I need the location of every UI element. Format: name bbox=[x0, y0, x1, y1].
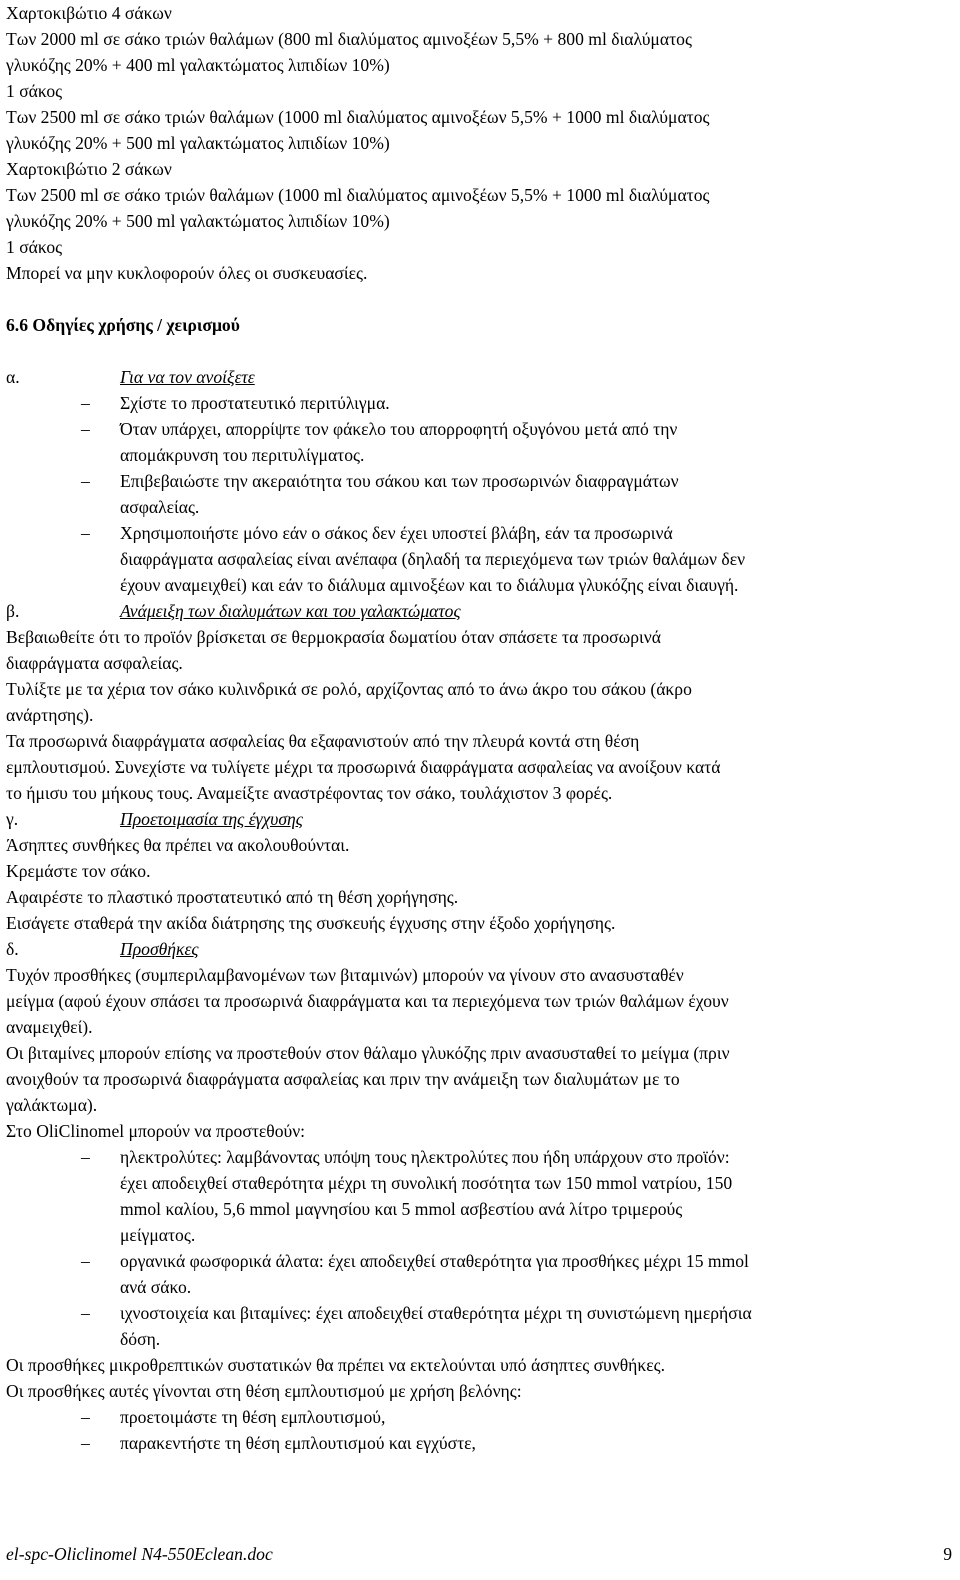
dash-bullet: – bbox=[81, 1433, 90, 1453]
subsection-title: Προσθήκες bbox=[120, 939, 199, 959]
page-number: 9 bbox=[943, 1544, 952, 1564]
list-item-line: ασφαλείας. bbox=[120, 497, 200, 517]
subsection-a-heading bbox=[6, 364, 946, 390]
document-page bbox=[6, 0, 946, 1456]
list-item-line: δόση. bbox=[120, 1329, 161, 1349]
section-heading: 6.6 Οδηγίες χρήσης / χειρισμού bbox=[6, 315, 240, 335]
text-line: Οι προσθήκες μικροθρεπτικών συστατικών θα πρέπει να εκτελούνται υπό άσηπτες συνθήκες. bbox=[6, 1355, 665, 1375]
subsection-mark: γ. bbox=[6, 809, 19, 829]
list-item-line: ανά σάκο. bbox=[120, 1277, 192, 1297]
text-line: μείγμα (αφού έχουν σπάσει τα προσωρινά διαφράγματα και τα περιεχόμενα των τριών θαλάμων έχουν bbox=[6, 991, 729, 1011]
text-line: Τα προσωρινά διαφράγματα ασφαλείας θα εξαφανιστούν από την πλευρά κοντά στη θέση bbox=[6, 731, 640, 751]
text-line: 1 σάκος bbox=[6, 81, 63, 101]
text-line: ανοιχθούν τα προσωρινά διαφράγματα ασφαλείας και πριν την ανάμειξη των διαλυμάτων με το bbox=[6, 1069, 680, 1089]
text-line: ανάρτησης). bbox=[6, 705, 94, 725]
dash-bullet: – bbox=[81, 1303, 90, 1323]
list-item bbox=[6, 390, 946, 416]
text-line: Των 2500 ml σε σάκο τριών θαλάμων (1000 ml διαλύματος αμινοξέων 5,5% + 1000 ml διαλύματος bbox=[6, 185, 710, 205]
list-item-line: mmol καλίου, 5,6 mmol μαγνησίου και 5 mmol ασβεστίου ανά λίτρο τριμερούς bbox=[120, 1199, 683, 1219]
subsection-b-heading bbox=[6, 598, 946, 624]
text-line: Κρεμάστε τον σάκο. bbox=[6, 861, 151, 881]
list-item bbox=[6, 1248, 946, 1300]
text-line: το ήμισυ του μήκους τους. Αναμείξτε αναστρέφοντας τον σάκο, τουλάχιστον 3 φορές. bbox=[6, 783, 613, 803]
text-line: 1 σάκος bbox=[6, 237, 63, 257]
list-item-line: έχουν αναμειχθεί) και εάν το διάλυμα αμινοξέων και το διάλυμα γλυκόζης είναι διαυγή. bbox=[120, 575, 739, 595]
text-line: Εισάγετε σταθερά την ακίδα διάτρησης της συσκευής έγχυσης στην έξοδο χορήγησης. bbox=[6, 913, 616, 933]
dash-bullet: – bbox=[81, 1251, 90, 1271]
list-item-line: απομάκρυνση του περιτυλίγματος. bbox=[120, 445, 365, 465]
text-line: Αφαιρέστε το πλαστικό προστατευτικό από τη θέση χορήγησης. bbox=[6, 887, 459, 907]
spacer bbox=[6, 338, 946, 364]
page-footer bbox=[6, 1541, 952, 1567]
footer-filename: el-spc-Oliclinomel N4-550Eclean.doc bbox=[6, 1544, 273, 1564]
subsection-mark: δ. bbox=[6, 939, 19, 959]
list-item-line: διαφράγματα ασφαλείας είναι ανέπαφα (δηλαδή τα περιεχόμενα των τριών θαλάμων δεν bbox=[120, 549, 746, 569]
subsection-title: Για να τον ανοίξετε bbox=[120, 367, 255, 387]
text-line: γαλάκτωμα). bbox=[6, 1095, 98, 1115]
list-item-line: ηλεκτρολύτες: λαμβάνοντας υπόψη τους ηλεκτρολύτες που ήδη υπάρχουν στο προϊόν: bbox=[120, 1147, 730, 1167]
list-item bbox=[6, 1144, 946, 1248]
text-line: Τυχόν προσθήκες (συμπεριλαμβανομένων των βιταμινών) μπορούν να γίνουν στο ανασυσταθέν bbox=[6, 965, 684, 985]
text-line: Μπορεί να μην κυκλοφορούν όλες οι συσκευασίες. bbox=[6, 263, 368, 283]
subsection-d-heading bbox=[6, 936, 946, 962]
list-item bbox=[6, 1404, 946, 1430]
dash-bullet: – bbox=[81, 471, 90, 491]
dash-bullet: – bbox=[81, 419, 90, 439]
dash-bullet: – bbox=[81, 1147, 90, 1167]
text-line: αναμειχθεί). bbox=[6, 1017, 93, 1037]
subsection-title: Ανάμειξη των διαλυμάτων και του γαλακτώματος bbox=[120, 601, 461, 621]
list-item bbox=[6, 520, 946, 598]
dash-bullet: – bbox=[81, 393, 90, 413]
list-item-line: οργανικά φωσφορικά άλατα: έχει αποδειχθεί σταθερότητα για προσθήκες μέχρι 15 mmol bbox=[120, 1251, 749, 1271]
subsection-mark: α. bbox=[6, 367, 20, 387]
list-item bbox=[6, 1430, 946, 1456]
text-line: Των 2000 ml σε σάκο τριών θαλάμων (800 ml διαλύματος αμινοξέων 5,5% + 800 ml διαλύματος bbox=[6, 29, 692, 49]
subsection-mark: β. bbox=[6, 601, 20, 621]
text-line: Τυλίξτε με τα χέρια τον σάκο κυλινδρικά σε ρολό, αρχίζοντας από το άνω άκρο του σάκου (άκρο bbox=[6, 679, 692, 699]
list-item-line: ιχνοστοιχεία και βιταμίνες: έχει αποδειχθεί σταθερότητα μέχρι τη συνιστώμενη ημερήσια bbox=[120, 1303, 752, 1323]
list-item-line: παρακεντήστε τη θέση εμπλουτισμού και εγχύστε, bbox=[120, 1433, 476, 1453]
list-item-line: Σχίστε το προστατευτικό περιτύλιγμα. bbox=[120, 393, 390, 413]
text-line: Οι βιταμίνες μπορούν επίσης να προστεθούν στον θάλαμο γλυκόζης πριν ανασυσταθεί το μείγμα (πριν bbox=[6, 1043, 730, 1063]
text-line: Οι προσθήκες αυτές γίνονται στη θέση εμπλουτισμού με χρήση βελόνης: bbox=[6, 1381, 522, 1401]
text-line: Βεβαιωθείτε ότι το προϊόν βρίσκεται σε θερμοκρασία δωματίου όταν σπάσετε τα προσωρινά bbox=[6, 627, 661, 647]
text-line: διαφράγματα ασφαλείας. bbox=[6, 653, 183, 673]
text-line: Στο OliClinomel μπορούν να προστεθούν: bbox=[6, 1121, 306, 1141]
list-item bbox=[6, 1300, 946, 1352]
subsection-c-heading bbox=[6, 806, 946, 832]
subsection-title: Προετοιμασία της έγχυσης bbox=[120, 809, 303, 829]
text-line: γλυκόζης 20% + 500 ml γαλακτώματος λιπιδίων 10%) bbox=[6, 133, 390, 153]
list-item-line: έχει αποδειχθεί σταθερότητα μέχρι τη συνολική ποσότητα των 150 mmol νατρίου, 150 bbox=[120, 1173, 733, 1193]
text-line: γλυκόζης 20% + 400 ml γαλακτώματος λιπιδίων 10%) bbox=[6, 55, 390, 75]
list-item-line: Όταν υπάρχει, απορρίψτε τον φάκελο του απορροφητή οξυγόνου μετά από την bbox=[120, 419, 678, 439]
list-item bbox=[6, 468, 946, 520]
pack-sizes bbox=[6, 0, 946, 286]
list-item-line: Χρησιμοποιήστε μόνο εάν ο σάκος δεν έχει υποστεί βλάβη, εάν τα προσωρινά bbox=[120, 523, 673, 543]
text-line: εμπλουτισμού. Συνεχίστε να τυλίγετε μέχρι τα προσωρινά διαφράγματα ασφαλείας να ανοίξουν κατά bbox=[6, 757, 721, 777]
list-item bbox=[6, 416, 946, 468]
text-line: Των 2500 ml σε σάκο τριών θαλάμων (1000 ml διαλύματος αμινοξέων 5,5% + 1000 ml διαλύματος bbox=[6, 107, 710, 127]
list-item-line: μείγματος. bbox=[120, 1225, 196, 1245]
list-item-line: Επιβεβαιώστε την ακεραιότητα του σάκου και των προσωρινών διαφραγμάτων bbox=[120, 471, 679, 491]
dash-bullet: – bbox=[81, 1407, 90, 1427]
list-item-line: προετοιμάστε τη θέση εμπλουτισμού, bbox=[120, 1407, 386, 1427]
text-line: Χαρτοκιβώτιο 2 σάκων bbox=[6, 159, 172, 179]
text-line: γλυκόζης 20% + 500 ml γαλακτώματος λιπιδίων 10%) bbox=[6, 211, 390, 231]
text-line: Άσηπτες συνθήκες θα πρέπει να ακολουθούνται. bbox=[6, 835, 350, 855]
dash-bullet: – bbox=[81, 523, 90, 543]
text-line: Χαρτοκιβώτιο 4 σάκων bbox=[6, 3, 172, 23]
